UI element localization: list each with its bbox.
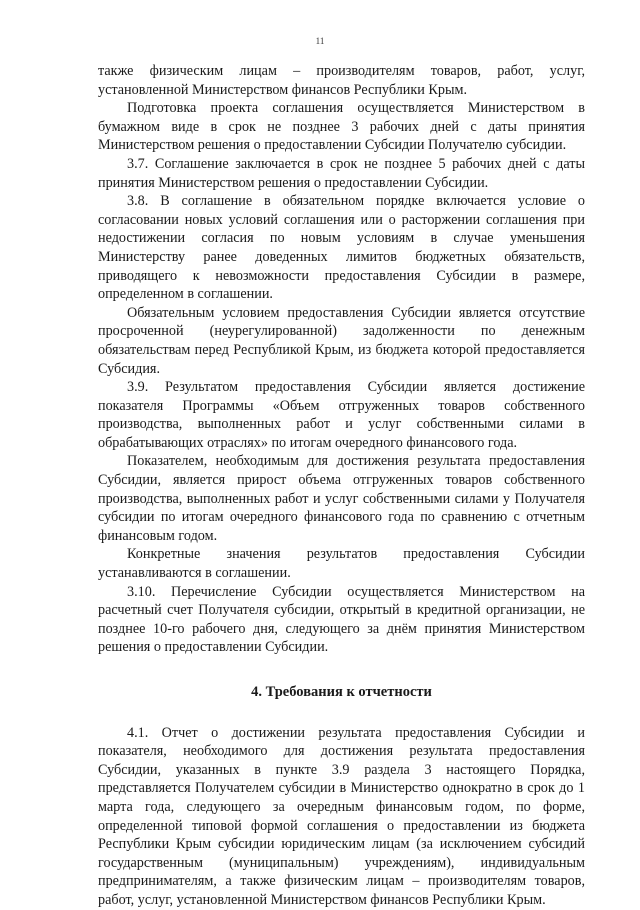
paragraph: Обязательным условием предоставления Субсидии является отсутствие просроченной (неурегулированной) задолженности по денежным обязательствам перед Республикой Крым, из бюджета которой предоставляется Субсидия.: [98, 304, 585, 377]
section-heading: 4. Требования к отчетности: [251, 684, 432, 700]
paragraph: 4.1. Отчет о достижении результата предоставления Субсидии и показателя, необходимого для достижения результата предоставления Субсидии, указанных в пункте 3.9 раздела 3 настоящего Порядка, представляется Получателем субсидии в Министерство однократно в срок до 1 марта года, следующего за очередным финансовым годом, по форме, определенной типовой формой соглашения о предоставлении из бюджета Республики Крым субсидии юридическим лицам (за исключением субсидий государственным (муниципальным) учреждениям), индивидуальным предпринимателям, а также физическим лицам – производителям товаров, работ, услуг, установленной Министерством финансов Республики Крым.: [98, 724, 585, 908]
document-body: [98, 62, 585, 910]
paragraph: Показателем, необходимым для достижения результата предоставления Субсидии, является прирост объема отгруженных товаров собственного производства, выполненных работ и услуг собственными силами у Получателя субсидии по итогам очередного финансового года по сравнению с отчетным финансовым годом.: [98, 453, 585, 544]
paragraph: Подготовка проекта соглашения осуществляется Министерством в бумажном виде в срок не позднее 3 рабочих дней с даты принятия Министерством решения о предоставлении Субсидии Получателю субсидии.: [98, 100, 585, 154]
paragraph: 3.7. Соглашение заключается в срок не позднее 5 рабочих дней с даты принятия Министерством решения о предоставлении Субсидии.: [98, 155, 585, 191]
paragraph: Конкретные значения результатов предоставления Субсидии устанавливаются в соглашении.: [98, 546, 585, 582]
paragraphs-after-heading: [98, 724, 585, 910]
page-number: 11: [315, 36, 325, 46]
paragraph: 3.9. Результатом предоставления Субсидии является достижение показателя Программы «Объем отгруженных товаров собственного производства, выполненных работ и услуг собственными силами в обрабатывающих отраслях» по итогам очередного финансового года.: [98, 379, 585, 451]
paragraph: также физическим лицам – производителям товаров, работ, услуг, установленной Министерством финансов Республики Крым.: [98, 63, 585, 98]
paragraph: 3.10. Перечисление Субсидии осуществляется Министерством на расчетный счет Получателя субсидии, открытый в кредитной организации, не позднее 10-го рабочего дня, следующего за днём принятия Министерством решения о предоставлении Субсидии.: [98, 583, 585, 656]
paragraphs-before-heading: [98, 62, 585, 657]
paragraph: 3.8. В соглашение в обязательном порядке включается условие о согласовании новых условий соглашения или о расторжении соглашения при недостижении согласия по новым условиям в случае уменьшения Министерству ранее доведенных лимитов бюджетных обязательств, приводящего к невозможности предоставления Субсидии в размере, определенном в соглашении.: [98, 193, 585, 303]
